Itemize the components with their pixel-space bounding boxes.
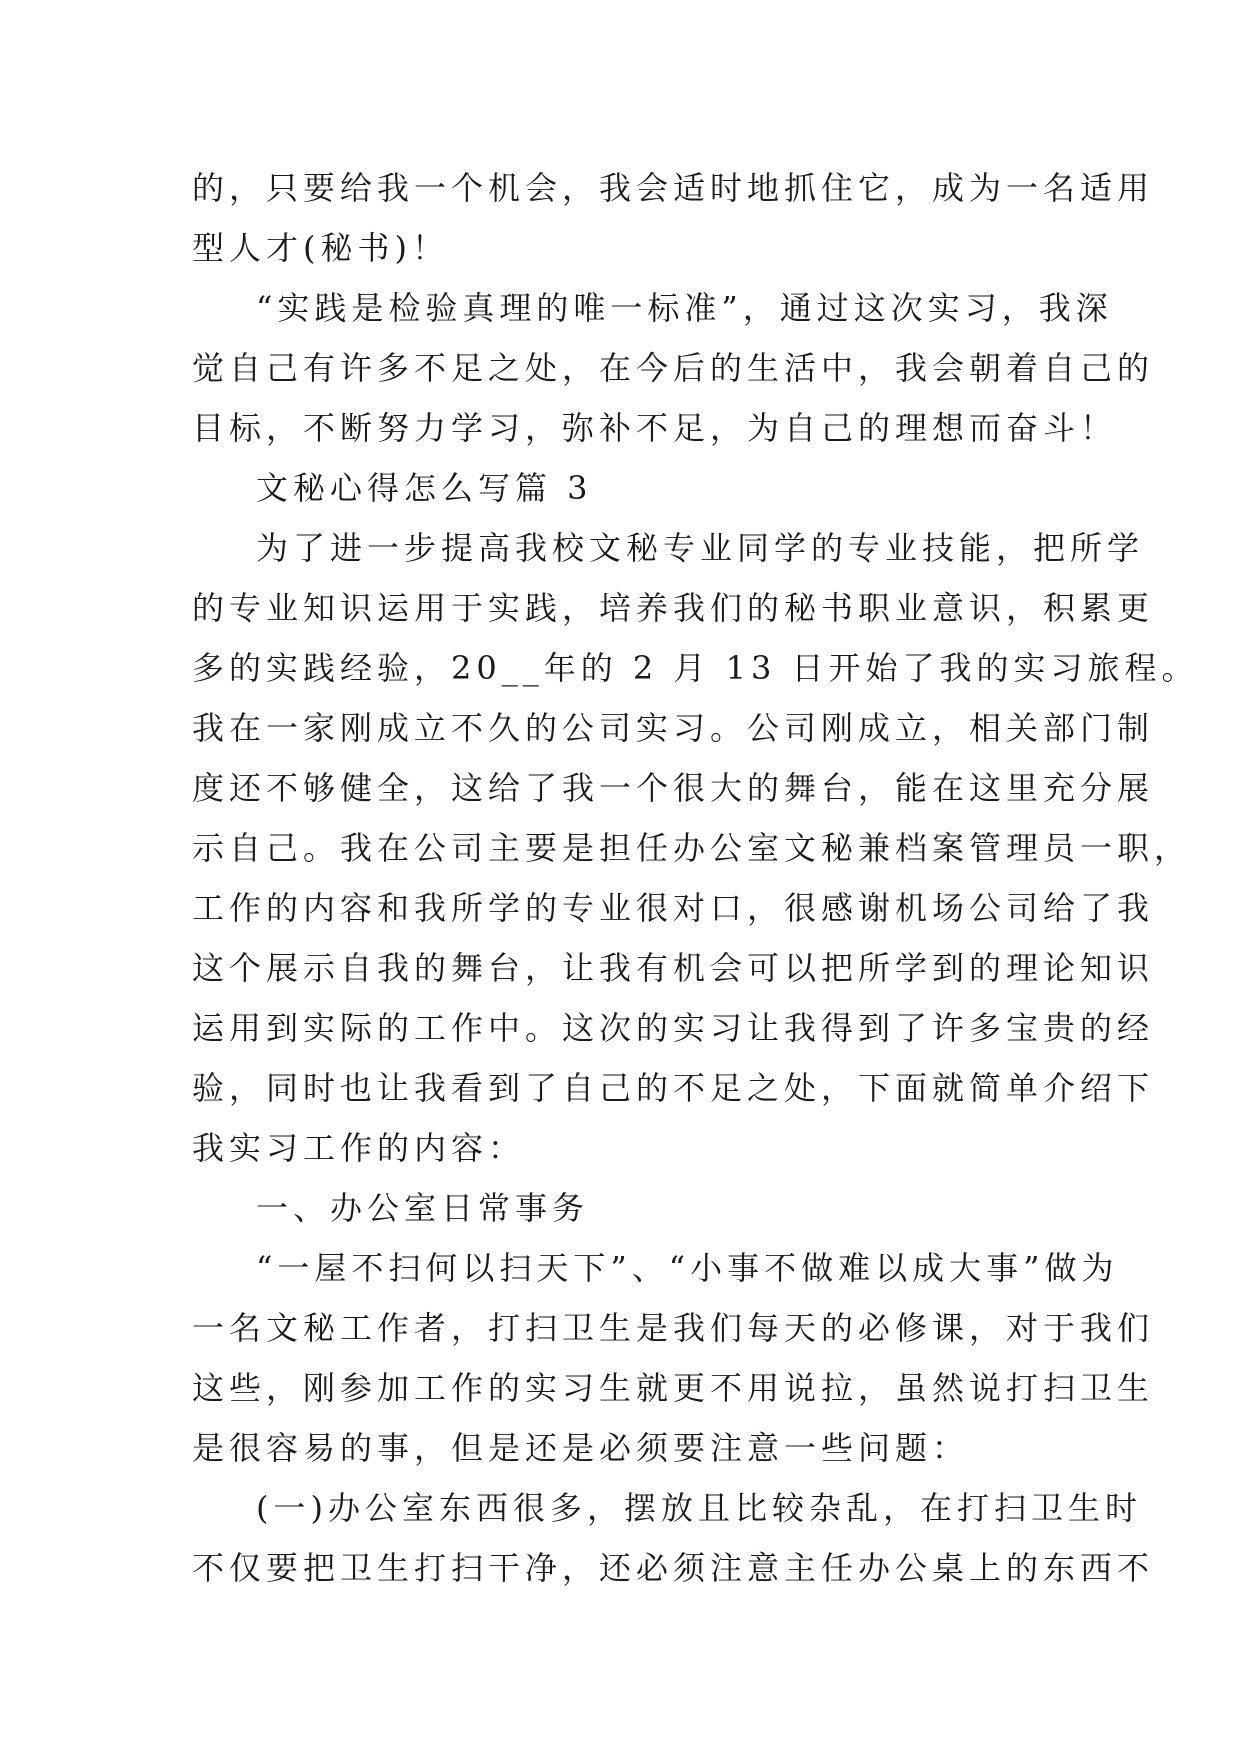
text-line: 觉自己有许多不足之处，在今后的生活中，我会朝着自己的	[192, 349, 1155, 387]
text-line: 我实习工作的内容：	[192, 1129, 526, 1167]
section-heading: 文秘心得怎么写篇 3	[256, 469, 593, 507]
section-heading: 一、办公室日常事务	[256, 1189, 590, 1227]
text-line: 运用到实际的工作中。这次的实习让我得到了许多宝贵的经	[192, 1009, 1155, 1047]
text-line: 这个展示自我的舞台，让我有机会可以把所学到的理论知识	[192, 949, 1155, 987]
text-line: 示自己。我在公司主要是担任办公室文秘兼档案管理员一职，	[192, 829, 1192, 867]
text-line: 型人才(秘书)！	[192, 229, 449, 267]
text-line: 验，同时也让我看到了自己的不足之处，下面就简单介绍下	[192, 1069, 1155, 1107]
text-line: 目标，不断努力学习，弥补不足，为自己的理想而奋斗！	[192, 409, 1118, 447]
text-line: 是很容易的事，但是还是必须要注意一些问题：	[192, 1429, 970, 1467]
text-line: 不仅要把卫生打扫干净，还必须注意主任办公桌上的东西不	[192, 1549, 1155, 1587]
text-line: 我在一家刚成立不久的公司实习。公司刚成立，相关部门制	[192, 709, 1155, 747]
text-line: 的专业知识运用于实践，培养我们的秘书职业意识，积累更	[192, 589, 1155, 627]
text-line: 度还不够健全，这给了我一个很大的舞台，能在这里充分展	[192, 769, 1155, 807]
text-line: 这些，刚参加工作的实习生就更不用说拉，虽然说打扫卫生	[192, 1369, 1155, 1407]
document-body	[192, 158, 1199, 1598]
text-line: 为了进一步提高我校文秘专业同学的专业技能，把所学	[256, 529, 1145, 567]
text-line: “一屋不扫何以扫天下”、“小事不做难以成大事”做为	[256, 1249, 1119, 1287]
text-line: 多的实践经验，20__年的 2 月 13 日开始了我的实习旅程。	[192, 649, 1199, 687]
text-line: 的，只要给我一个机会，我会适时地抓住它，成为一名适用	[192, 169, 1155, 207]
text-line: 一名文秘工作者，打扫卫生是我们每天的必修课，对于我们	[192, 1309, 1155, 1347]
text-line: “实践是检验真理的唯一标准”，通过这次实习，我深	[256, 289, 1113, 327]
text-line: 工作的内容和我所学的专业很对口，很感谢机场公司给了我	[192, 889, 1155, 927]
text-line: (一)办公室东西很多，摆放且比较杂乱，在打扫卫生时	[256, 1489, 1142, 1527]
